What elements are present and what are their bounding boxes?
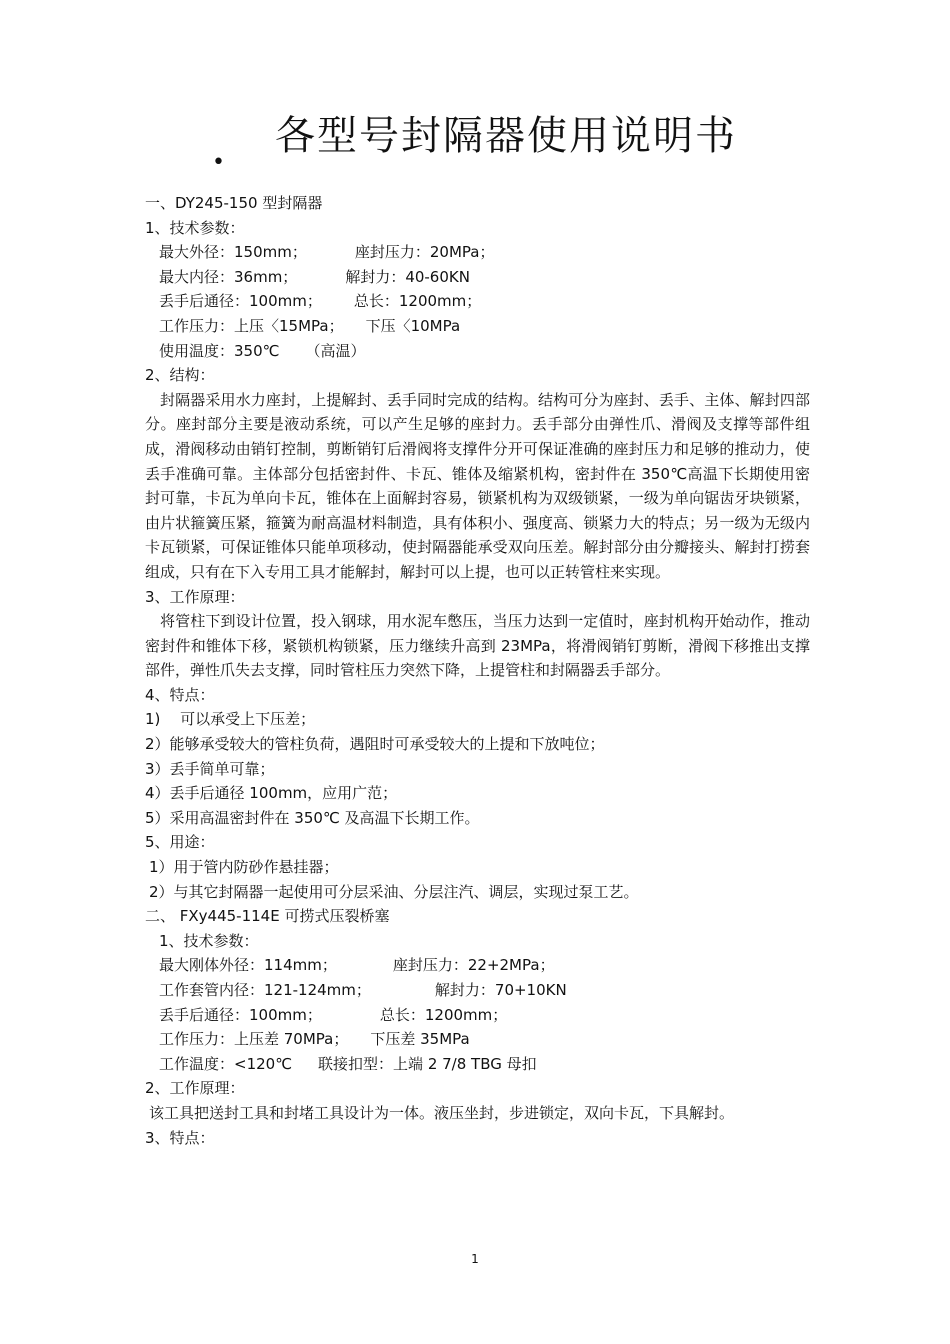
param-row — [145, 289, 810, 314]
param-label: 座封压力：22+2MPa； — [392, 956, 555, 975]
param-row — [145, 314, 810, 339]
param-label: 最大外径：150mm； — [159, 243, 307, 262]
subheading: 1、技术参数： — [145, 218, 245, 237]
param-label: 最大内径：36mm； — [159, 267, 298, 286]
param-label: 联接扣型：上端 2 7/8 TBG 母扣 — [318, 1054, 537, 1073]
param-label: 使用温度：350℃ — [159, 341, 280, 360]
param-row — [145, 953, 810, 978]
param-label: 丢手后通径：100mm； — [159, 292, 322, 311]
param-row — [145, 240, 810, 265]
principle-paragraph: 将管柱下到设计位置，投入钢球，用水泥车憋压，当压力达到一定值时，座封机构开始动作，推动密封件和锥体下移，紧锁机构锁紧，压力继续升高到 23MPa，将滑阀销钉剪断，滑阀下移推出支撑部件，弹性爪失去支撑，同时管柱压力突然下降，上提管柱和封隔器丢手部分。 — [145, 612, 810, 680]
param-label: 解封力：40-60KN — [345, 267, 470, 286]
param-row — [145, 1052, 810, 1077]
subheading: 2、结构： — [145, 366, 215, 385]
param-row — [145, 339, 810, 364]
param-label: 工作压力：上压〈15MPa； — [159, 316, 344, 335]
list-item: 3）丢手简单可靠； — [145, 759, 275, 778]
page-number: 1 — [471, 1252, 479, 1266]
section-heading: 一、DY245-150 型封隔器 — [145, 194, 323, 212]
param-label: 总长：1200mm； — [353, 292, 482, 311]
param-label: 工作压力：上压差 70MPa； — [159, 1030, 349, 1049]
param-row — [145, 265, 810, 290]
subheading: 2、工作原理： — [145, 1079, 245, 1098]
param-label: 工作温度：<120℃ — [159, 1054, 293, 1073]
section-heading: 二、 FXy445-114E 可捞式压裂桥塞 — [145, 907, 390, 926]
param-label: 座封压力：20MPa； — [354, 243, 495, 262]
subheading: 3、特点： — [145, 1128, 215, 1147]
param-label: 最大刚体外径：114mm； — [159, 956, 337, 975]
param-label: 工作套管内径：121-124mm； — [159, 981, 371, 999]
param-label: 丢手后通径：100mm； — [159, 1005, 322, 1024]
principle-paragraph: 该工具把送封工具和封堵工具设计为一体。液压坐封，步进锁定，双向卡瓦，下具解封。 — [149, 1103, 735, 1122]
subheading: 5、用途： — [145, 833, 215, 852]
list-item: 2）与其它封隔器一起使用可分层采油、分层注汽、调层，实现过泵工艺。 — [149, 882, 639, 901]
subheading: 4、特点： — [145, 685, 215, 704]
list-item: 1) 可以承受上下压差； — [145, 710, 316, 729]
param-row — [145, 1027, 810, 1052]
list-item: 5）采用高温密封件在 350℃ 及高温下长期工作。 — [145, 808, 480, 827]
document-body — [145, 191, 810, 1150]
param-row — [145, 978, 810, 1003]
structure-paragraph: 封隔器采用水力座封，上提解封、丢手同时完成的结构。结构可分为座封、丢手、主体、解封四部分。座封部分主要是液动系统，可以产生足够的座封力。丢手部分由弹性爪、滑阀及支撑等部件组成，滑阀移动由销钉控制，剪断销钉后滑阀将支撑件分开可保证准确的座封压力和足够的推动力，使丢手准确可靠。主体部分包括密封件、卡瓦、锥体及缩紧机构，密封件在 350℃高温下长期使用密封可靠，卡瓦为单向卡瓦，锥体在上面解封容易，锁紧机构为双级锁紧，一级为单向锯齿牙块锁紧，由片状箍簧压紧，箍簧为耐高温材料制造，具有体积小、强度高、锁紧力大的特点；另一级为无级内卡瓦锁紧，可保证锥体只能单项移动，使封隔器能承受双向压差。解封部分由分瓣接头、解封打捞套组成，只有在下入专用工具才能解封，解封可以上提，也可以正转管柱来实现。 — [145, 390, 810, 581]
subheading: 1、技术参数： — [159, 931, 259, 950]
bullet-mark: • — [212, 150, 225, 175]
param-label: 解封力：70+10KN — [434, 981, 567, 999]
param-label: 下压〈10MPa — [365, 316, 461, 335]
list-item: 2）能够承受较大的管柱负荷，遇阻时可承受较大的上提和下放吨位； — [145, 735, 605, 754]
document-title: 各型号封隔器使用说明书 — [275, 113, 737, 159]
param-label: （高温） — [305, 341, 366, 360]
list-item: 4）丢手后通径 100mm，应用广范； — [145, 784, 398, 803]
param-label: 总长：1200mm； — [379, 1005, 508, 1024]
subheading: 3、工作原理： — [145, 587, 245, 606]
list-item: 1）用于管内防砂作悬挂器； — [149, 858, 339, 877]
param-label: 下压差 35MPa — [370, 1030, 470, 1049]
param-row — [145, 1003, 810, 1028]
